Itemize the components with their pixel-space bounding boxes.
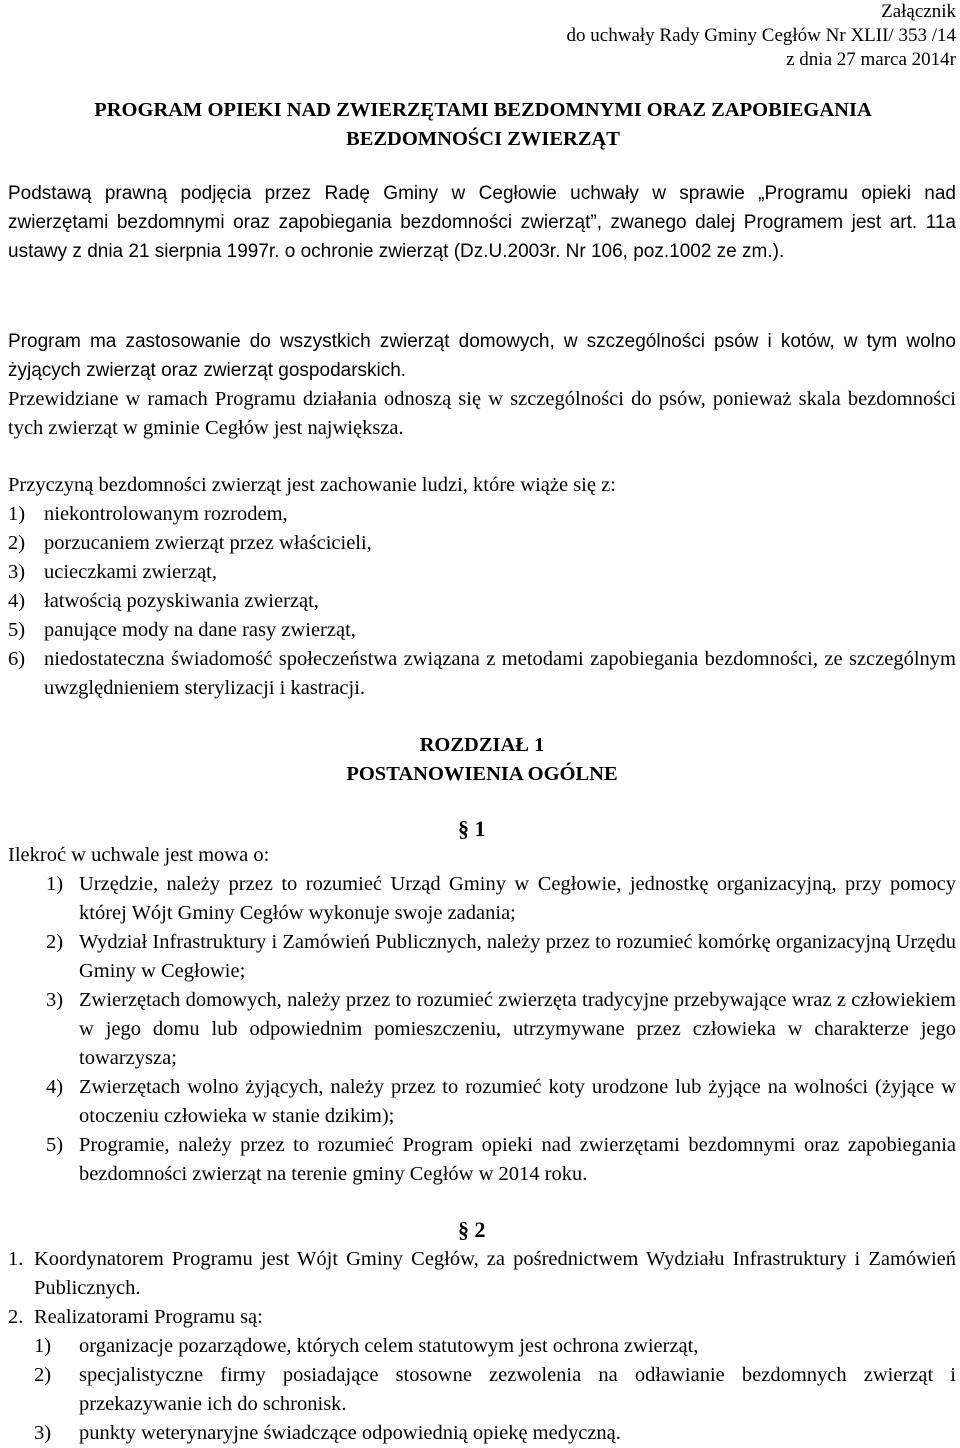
scope-paragraph-2: Przewidziane w ramach Programu działania odnoszą się w szczególności do psów, ponieważ skala bezdomności tych zwierząt w gminie Cegłów jest największa. bbox=[8, 388, 956, 439]
section-2 bbox=[8, 1245, 956, 1448]
list-item: 4) łatwością pozyskiwania zwierząt, bbox=[8, 590, 319, 612]
list-item: 2) porzucaniem zwierząt przez właścicieli, bbox=[8, 532, 372, 554]
definitions-lead: Ilekroć w uchwale jest mowa o: bbox=[8, 844, 270, 866]
implementers-list bbox=[8, 1332, 956, 1448]
section-2-mark: § 2 bbox=[458, 1217, 486, 1242]
list-item: 2. Realizatorami Programu są: bbox=[8, 1306, 263, 1328]
chapter-number: ROZDZIAŁ 1 bbox=[419, 734, 545, 756]
causes-section bbox=[8, 471, 956, 703]
list-item: 2) Wydział Infrastruktury i Zamówień Publicznych, należy przez to rozumieć komórkę organizacyjną Urzędu Gminy w Cegłowie; bbox=[46, 931, 956, 982]
resolution-date: z dnia 27 marca 2014r bbox=[786, 49, 956, 70]
section-1-mark: § 1 bbox=[458, 816, 486, 841]
document-title bbox=[28, 96, 938, 154]
chapter-1-heading bbox=[8, 731, 956, 789]
section-2-points bbox=[8, 1245, 956, 1332]
list-item: 1) niekontrolowanym rozrodem, bbox=[8, 503, 288, 525]
attachment-label: Załącznik bbox=[881, 1, 956, 22]
section-1 bbox=[8, 841, 956, 1189]
list-item: 1) organizacje pozarządowe, których celem statutowym jest ochrona zwierząt, bbox=[34, 1335, 699, 1357]
resolution-reference: do uchwały Rady Gminy Cegłów Nr XLII/ 353 /14 bbox=[566, 25, 956, 46]
list-item: 5) panujące mody na dane rasy zwierząt, bbox=[8, 619, 356, 641]
list-item: 1) Urzędzie, należy przez to rozumieć Urząd Gminy w Cegłowie, jednostkę organizacyjną, przy pomocy której Wójt Gminy Cegłów wykonuje swoje zadania; bbox=[46, 873, 956, 924]
list-item: 5) Programie, należy przez to rozumieć Program opieki nad zwierzętami bezdomnymi oraz zapobiegania bezdomności zwierząt na terenie gminy Cegłów w 2014 roku. bbox=[46, 1134, 956, 1185]
list-item: 3) Zwierzętach domowych, należy przez to rozumieć zwierzęta tradycyjne przebywające wraz z człowiekiem w jego domu lub odpowiednim pomieszczeniu, utrzymywane przez człowieka w charakterze jego towarzysza; bbox=[46, 989, 956, 1069]
causes-lead: Przyczyną bezdomności zwierząt jest zachowanie ludzi, które wiąże się z: bbox=[8, 474, 616, 496]
attachment-header bbox=[567, 0, 956, 72]
legal-basis-paragraph: Podstawą prawną podjęcia przez Radę Gminy w Cegłowie uchwały w sprawie „Programu opieki nad zwierzętami bezdomnymi oraz zapobiegania bezdomności zwierząt”, zwanego dalej Programem jest art. 11a ustawy z dnia 21 sierpnia 1997r. o ochronie zwierząt (Dz.U.2003r. Nr 106, poz.1002 ze zm.). bbox=[8, 183, 956, 262]
scope-paragraph-1: Program ma zastosowanie do wszystkich zwierząt domowych, w szczególności psów i kotów, w tym wolno żyjących zwierząt oraz zwierząt gospodarskich. bbox=[8, 331, 956, 381]
list-item: 4) Zwierzętach wolno żyjących, należy przez to rozumieć koty urodzone lub żyjące na wolności (żyjące w otoczeniu człowieka w stanie dzikim); bbox=[46, 1076, 956, 1127]
list-item: 2) specjalistyczne firmy posiadające stosowne zezwolenia na odławianie bezdomnych zwierząt i przekazywanie ich do schronisk. bbox=[34, 1364, 956, 1415]
list-item: 3) ucieczkami zwierząt, bbox=[8, 561, 217, 583]
list-item: 1. Koordynatorem Programu jest Wójt Gminy Cegłów, za pośrednictwem Wydziału Infrastruktury i Zamówień Publicznych. bbox=[8, 1248, 956, 1299]
chapter-title: POSTANOWIENIA OGÓLNE bbox=[346, 763, 618, 785]
definitions-list bbox=[8, 870, 956, 1189]
causes-list bbox=[8, 500, 956, 703]
list-item: 3) punkty weterynaryjne świadczące odpowiednią opiekę medyczną. bbox=[34, 1422, 621, 1444]
title-line-2: BEZDOMNOŚCI ZWIERZĄT bbox=[346, 128, 620, 150]
list-item: 6) niedostateczna świadomość społeczeństwa związana z metodami zapobiegania bezdomności, ze szczególnym uwzględnieniem sterylizacji i kastracji. bbox=[8, 648, 956, 699]
title-line-1: PROGRAM OPIEKI NAD ZWIERZĘTAMI BEZDOMNYMI ORAZ ZAPOBIEGANIA bbox=[94, 99, 872, 121]
